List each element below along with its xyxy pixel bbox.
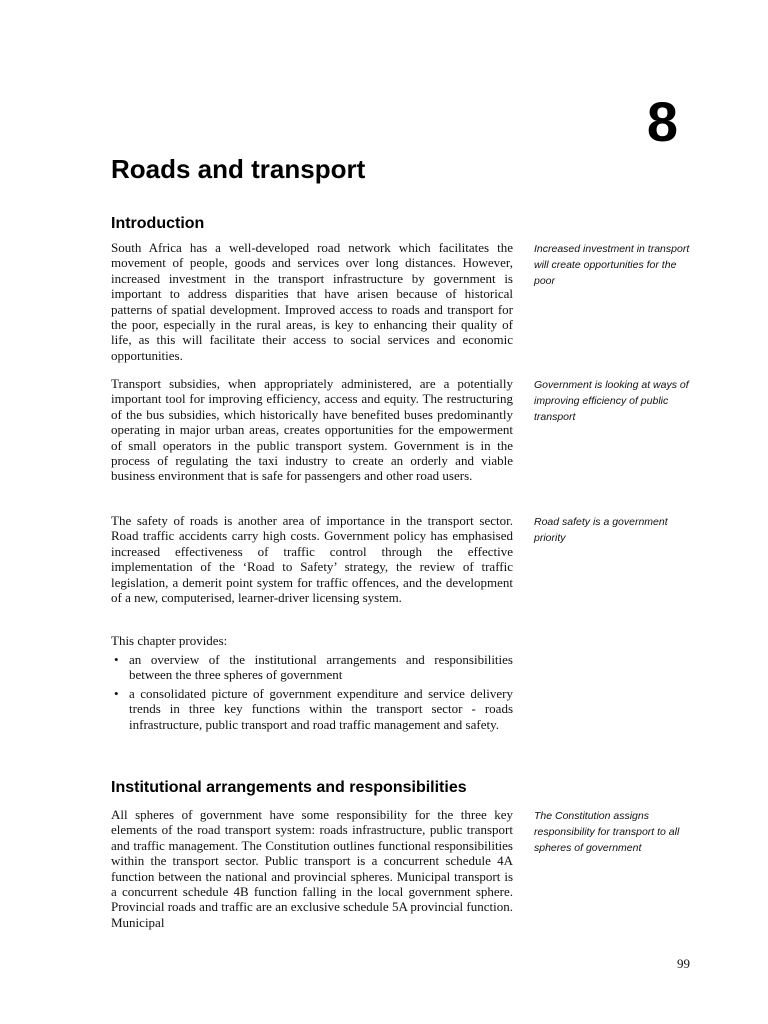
bullet-icon: •: [114, 685, 119, 701]
intro-paragraph-4: This chapter provides:: [111, 633, 228, 648]
intro-paragraph-2: Transport subsidies, when appropriately administered, are a potentially important tool for improving efficiency, access and equity. The restructuring of the bus subsidies, which historically have benefited buses predominantly operating in major urban areas, creates opportunities for the empowerment of small operators in the public transport system. Government is in the process of regulating the taxi industry to create an orderly and viable business environment that is safe for passengers and other road users.: [111, 376, 513, 484]
chapter-title: Roads and transport: [111, 154, 366, 184]
institutional-heading: Institutional arrangements and responsibilities: [111, 779, 467, 796]
page-number: 99: [677, 956, 690, 971]
list-item: [111, 652, 513, 683]
chapter-contents-list: [111, 652, 513, 735]
margin-note-efficiency: Government is looking at ways of improving efficiency of public transport: [534, 379, 689, 423]
list-item-text: a consolidated picture of government expenditure and service delivery trends in three key functions within the transport sector - roads infrastructure, public transport and road traffic management and safety.: [129, 685, 513, 732]
intro-paragraph-1: South Africa has a well-developed road network which facilitates the movement of people, goods and services over long distances. However, increased investment in the transport infrastructure by government is important to address disparities that have arisen because of historical patterns of spatial development. Improved access to roads and transport for the poor, especially in the rural areas, is key to enhancing their quality of life, as this will facilitate their access to social services and economic opportunities.: [111, 240, 513, 363]
institutional-paragraph: All spheres of government have some responsibility for the three key elements of the road transport system: roads infrastructure, public transport and traffic management. The Constitution outlines functional responsibilities within the transport sector. Public transport is a concurrent schedule 4A function between the national and provincial spheres. Municipal transport is a concurrent schedule 4B function falling in the local government sphere. Provincial roads and traffic are an exclusive schedule 5A provincial function. Municipal: [111, 807, 513, 930]
list-item: [111, 686, 513, 732]
list-item-text: an overview of the institutional arrangements and responsibilities between the three spheres of government: [129, 652, 513, 683]
bullet-icon: •: [114, 652, 119, 667]
margin-note-investment: Increased investment in transport will create opportunities for the poor: [534, 243, 690, 287]
margin-note-road-safety: Road safety is a government priority: [534, 516, 668, 544]
introduction-heading: Introduction: [111, 215, 205, 232]
chapter-number: 8: [646, 90, 678, 153]
margin-note-constitution: The Constitution assigns responsibility for transport to all spheres of government: [534, 810, 680, 854]
intro-paragraph-3: The safety of roads is another area of importance in the transport sector. Road traffic accidents carry high costs. Government policy has emphasised increased effectiveness of traffic control through the effective implementation of the ‘Road to Safety’ strategy, the review of traffic legislation, a demerit point system for traffic offences, and the development of a new, computerised, learner-driver licensing system.: [111, 513, 513, 606]
